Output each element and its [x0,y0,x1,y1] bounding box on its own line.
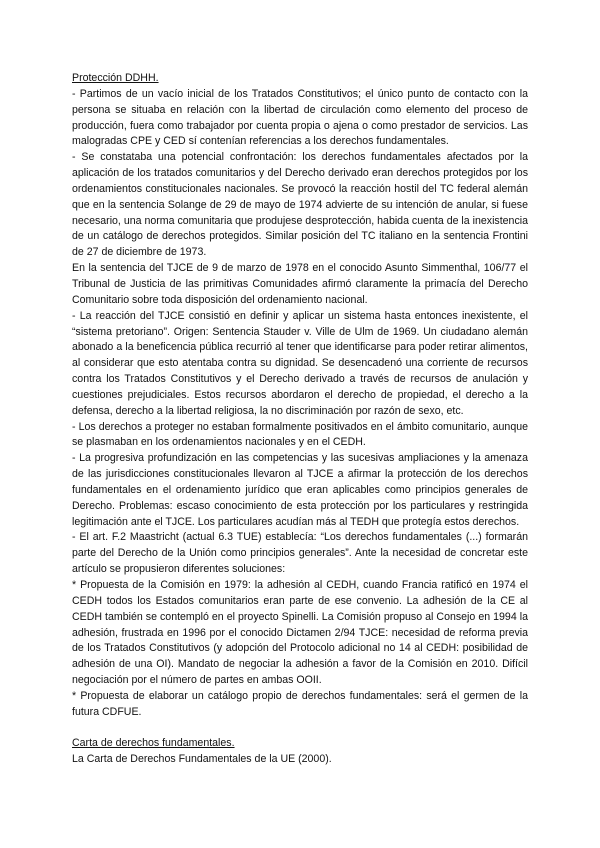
paragraph-confrontacion: - Se constataba una potencial confrontación: los derechos fundamentales afectados por la aplicación de los tratados comunitarios y del Derecho derivado eran derechos protegidos por los ordenamientos constitucionales nacionales. Se provocó la reacción hostil del TC federal alemán que en la sentencia Solange de 29 de mayo de 1974 advierte de su intención de anular, si fuese necesario, una norma comunitaria que produjese desprotección, habida cuenta de la inexistencia de un catálogo de derechos protegidos. Similar posición del TC italiano en la sentencia Frontini de 27 de diciembre de 1973. [72,151,528,259]
paragraph-derechos-no-positivados: - Los derechos a proteger no estaban formalmente positivados en el ámbito comunitario, aunque se plasmaban en los ordenamientos nacionales y en el CEDH. [72,420,528,449]
blank-line [72,721,528,737]
paragraph-sistema-pretoriano: - La reacción del TJCE consistió en definir y aplicar un sistema hasta entonces inexistente, el “sistema pretoriano”. Origen: Sentencia Stauder v. Ville de Ulm de 1969. Un ciudadano alemán abonado a la beneficencia pública recurrió al tener que identificarse para poder retirar alimentos, al considerar que esto atentaba contra su dignidad. Se desencadenó una corriente de recursos contra los Tratados Constitutivos y el Derecho derivado a través de recursos de anulación y cuestiones prejudiciales. Estos recursos abordaron el derecho de propiedad, el derecho a la defensa, derecho a la libertad religiosa, la no discriminación por razón de sexo, etc. [72,309,528,417]
paragraph-propuesta-comision: * Propuesta de la Comisión en 1979: la adhesión al CEDH, cuando Francia ratificó en 1974 el CEDH todos los Estados comunitarios eran parte de ese convenio. La adhesión de la CE al CEDH también se contempló en el proyecto Spinelli. La Comisión propuso al Consejo en 1994 la adhesión, frustrada en 1996 por el conocido Dictamen 2/94 TJCE: necesidad de reforma previa de los Tratados Constitutivos (y adopción del Protocolo adicional no 14 al CEDH: posibilidad de adhesión de una OI). Mandato de negociar la adhesión a favor de la Comisión en 2010. Difícil negociación por el número de partes en ambas OOII. [72,579,528,687]
paragraph-vacio-inicial: - Partimos de un vacío inicial de los Tratados Constitutivos; el único punto de contacto con la persona se situaba en relación con la libertad de circulación como elemento del proceso de producción, fuera como trabajador por cuenta propia o ajena o como prestador de servicios. Las malogradas CPE y CED sí contenían referencias a los derechos fundamentales. [72,87,528,148]
paragraph-propuesta-catalogo: * Propuesta de elaborar un catálogo propio de derechos fundamentales: será el germen de la futura CDFUE. [72,689,528,718]
paragraph-simmenthal: En la sentencia del TJCE de 9 de marzo de 1978 en el conocido Asunto Simmenthal, 106/77 el Tribunal de Justicia de las primitivas Comunidades afirmó claramente la primacía del Derecho Comunitario sobre toda disposición del ordenamiento nacional. [72,262,528,306]
paragraph-progresiva-profundizacion: - La progresiva profundización en las competencias y las sucesivas ampliaciones y la amenaza de las jurisdicciones constitucionales llevaron al TJCE a afirmar la protección de los derechos fundamentales en el ordenamiento jurídico que eran aplicables como principios generales de Derecho. Problemas: escaso conocimiento de esta protección por los particulares y restringida legitimación ante el TJCE. Los particulares acudían más al TEDH que protegía estos derechos. [72,452,528,528]
document-page [72,71,528,768]
paragraph-carta-2000: La Carta de Derechos Fundamentales de la UE (2000). [72,753,332,766]
paragraph-maastricht: - El art. F.2 Maastricht (actual 6.3 TUE) establecía: “Los derechos fundamentales (...) formarán parte del Derecho de la Unión como principios generales”. Ante la necesidad de concretar este artículo se propusieron diferentes soluciones: [72,531,528,576]
section-title-carta: Carta de derechos fundamentales. [72,737,235,750]
section-title-proteccion-ddhh: Protección DDHH. [72,72,159,84]
